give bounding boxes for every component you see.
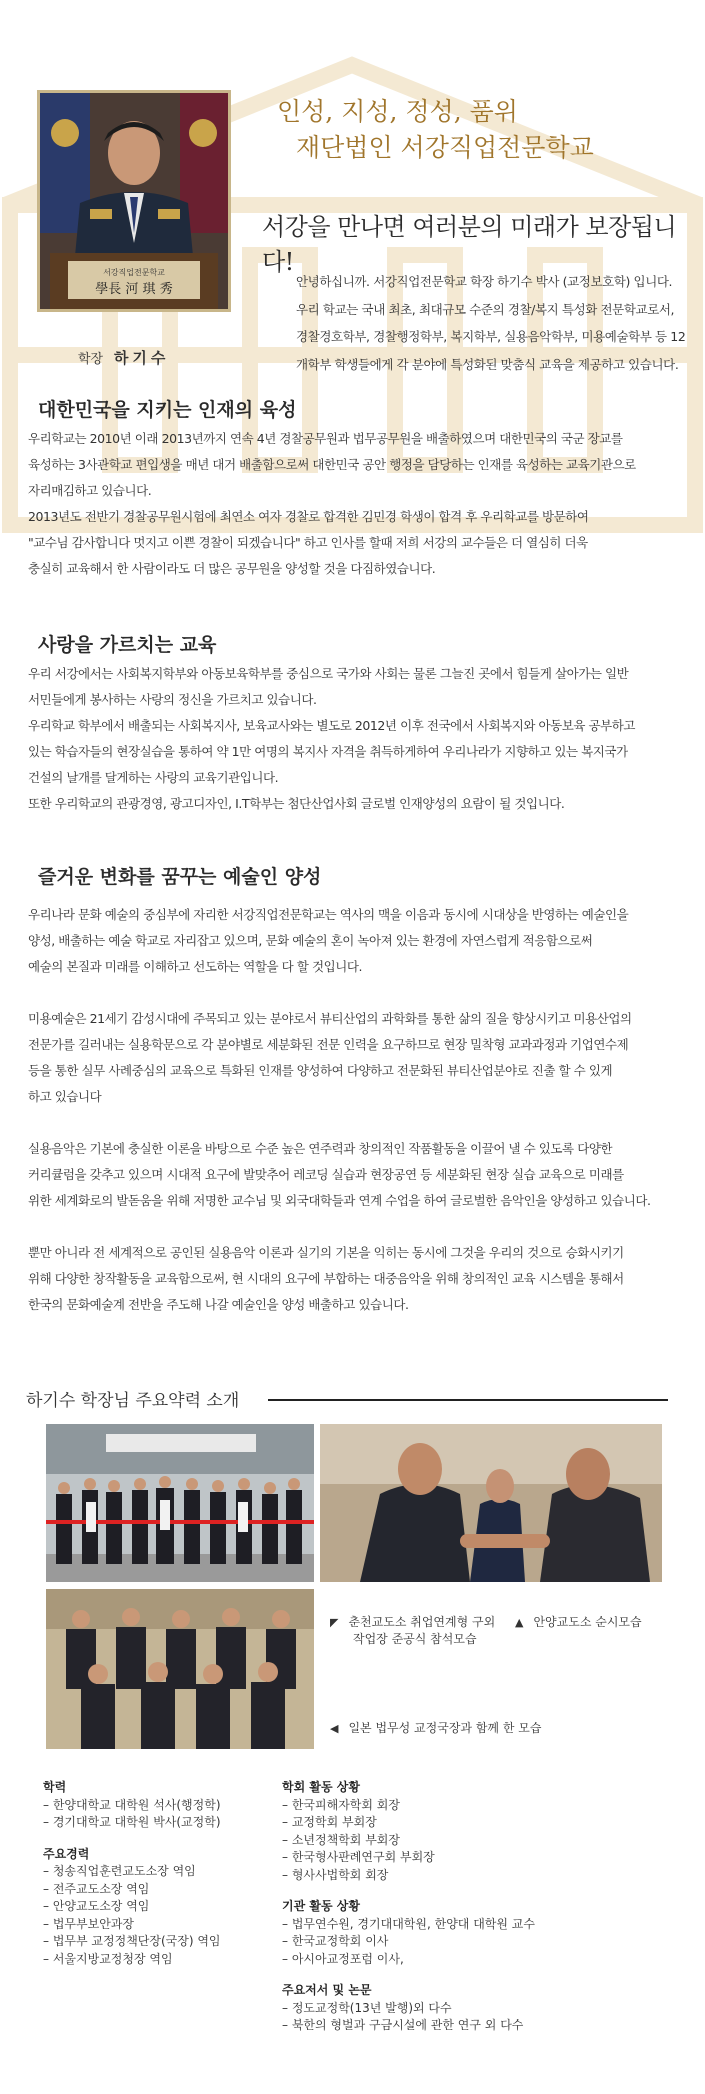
photo-group-japan: [46, 1589, 314, 1749]
caption-photo-3: [330, 1720, 541, 1737]
section-body-arts: [28, 902, 693, 1318]
section-line: 뿐만 아니라 전 세계적으로 공인된 실용음악 이론과 실기의 기본을 익히는 동시에 그것을 우리의 것으로 승화시키기: [28, 1245, 624, 1260]
section-spacer: [28, 1110, 693, 1136]
greeting-line: 우리 학교는 국내 최초, 최대규모 수준의 경찰/복지 특성화 전문학교로서,: [296, 301, 675, 317]
greeting-line: 안녕하십니까. 서강직업전문학교 학장 하기수 박사 (교정보호학) 입니다.: [296, 274, 673, 289]
caption-photo-2: [515, 1614, 642, 1631]
bio-heading: 주요저서 및 논문: [282, 1983, 372, 1997]
section-title-arts: 즐거운 변화를 꿈꾸는 예술인 양성: [38, 866, 322, 888]
headline-school-name: 재단법인 서강직업전문학교: [296, 133, 594, 162]
section-spacer: [28, 1214, 693, 1240]
section-line: 하고 있습니다: [28, 1089, 102, 1104]
section-title-love: 사랑을 가르치는 교육: [38, 634, 217, 656]
bio-item: – 전주교도소장 역임: [43, 1881, 221, 1899]
caption-line: 일본 법무성 교정국장과 함께 한 모습: [348, 1721, 542, 1735]
bio-item: – 한양대학교 대학원 석사(행정학): [43, 1797, 221, 1815]
section-line: 양성, 배출하는 예술 학교로 자리잡고 있으며, 문화 예술의 혼이 녹아져 있는 환경에 자연스럽게 적응함으로써: [28, 933, 593, 948]
nameplate-line1: 서강직업전문학교: [103, 268, 165, 277]
bio-item: – 법무부 교정정책단장(국장) 역임: [43, 1933, 221, 1951]
section-body-love: [28, 661, 693, 817]
section-line: 충실히 교육해서 한 사람이라도 더 많은 공무원을 양성할 것을 다짐하였습니다.: [28, 561, 436, 576]
section-line: 서민들에게 봉사하는 사랑의 정신을 가르치고 있습니다.: [28, 692, 317, 707]
section-line: 우리학교는 2010년 이래 2013년까지 연속 4년 경찰공무원과 법무공무원을 배출하였으며 대한민국의 국군 장교를: [28, 431, 623, 446]
greeting-line: 경찰경호학부, 경찰행정학부, 복지학부, 실용음악학부, 미용예술학부 등 12: [296, 329, 686, 345]
arrow-left-icon: ◀: [330, 1722, 339, 1735]
bio-item: – 청송직업훈련교도소장 역임: [43, 1863, 221, 1881]
section-line: 한국의 문화예술계 전반을 주도해 나갈 예술인을 양성 배출하고 있습니다.: [28, 1297, 409, 1312]
principal-portrait: [37, 90, 231, 312]
greeting-line: 개학부 학생들에게 각 분야에 특성화된 맞춤식 교육을 제공하고 있습니다.: [296, 356, 679, 372]
caption-line: 작업장 준공식 참석모습: [353, 1632, 477, 1646]
section-body-talent: [28, 426, 693, 582]
bio-item: – 안양교도소장 역임: [43, 1898, 221, 1916]
bio-left-column: [43, 1779, 221, 1968]
section-line: 위해 다양한 창작활동을 교육함으로써, 현 시대의 요구에 부합하는 대중음악을 위해 창의적인 교육 시스템을 통해서: [28, 1271, 624, 1286]
section-line: 또한 우리학교의 관광경영, 광고디자인, I.T학부는 첨단산업사회 글로벌 인재양성의 요람이 될 것입니다.: [28, 796, 565, 811]
section-title-talent: 대한민국을 지키는 인재의 육성: [38, 399, 297, 421]
bio-item: – 소년정책학회 부회장: [282, 1832, 535, 1850]
bio-item: – 형사사법학회 회장: [282, 1867, 535, 1885]
section-line: 커리큘럼을 갖추고 있으며 시대적 요구에 발맞추어 레코딩 실습과 현장공연 등 세분화된 현장 실습 교육으로 미래를: [28, 1167, 624, 1182]
bio-heading: 주요경력: [43, 1846, 90, 1861]
section-line: 우리학교 학부에서 배출되는 사회복지사, 보육교사와는 별도로 2012년 이후 전국에서 사회복지와 아동보육 공부하고: [28, 718, 636, 733]
section-spacer: [28, 980, 693, 1006]
bio-heading: 기관 활동 상황: [282, 1899, 360, 1913]
bio-item: – 법무부보안과장: [43, 1916, 221, 1934]
section-line: 자리매김하고 있습니다.: [28, 483, 152, 498]
bio-item: – 교정학회 부회장: [282, 1814, 535, 1832]
section-line: 우리 서강에서는 사회복지학부와 아동보육학부를 중심으로 국가와 사회는 물론 그늘진 곳에서 힘들게 살아가는 일반: [28, 666, 629, 681]
section-line: 미용예술은 21세기 감성시대에 주목되고 있는 분야로서 뷰티산업의 과학화를 통한 삶의 질을 향상시키고 미용산업의: [28, 1011, 632, 1026]
greeting-text: [296, 268, 688, 378]
principal-name: 하기수: [113, 349, 170, 367]
section-line: 우리나라 문화 예술의 중심부에 자리한 서강직업전문학교는 역사의 맥을 이음과 동시에 시대상을 반영하는 예술인을: [28, 907, 629, 922]
bio-item: – 북한의 형벌과 구금시설에 관한 연구 외 다수: [282, 2017, 535, 2035]
bio-item: – 정도교정학(13년 발행)외 다수: [282, 2000, 535, 2018]
photo-handshake: [320, 1424, 662, 1582]
section-line: 육성하는 3사관학교 편입생을 매년 대거 배출함으로써 대한민국 공안 행정을 담당하는 인재를 육성하는 교육기관으로: [28, 457, 636, 472]
bio-item: – 경기대학교 대학원 박사(교정학): [43, 1814, 221, 1832]
bio-heading: 학회 활동 상황: [282, 1780, 360, 1794]
section-line: 건설의 날개를 달게하는 사랑의 교육기관입니다.: [28, 770, 279, 785]
caption-line: 안양교도소 순시모습: [533, 1615, 642, 1629]
principal-caption: [78, 347, 169, 368]
bio-right-column: [282, 1779, 535, 2035]
bio-item: – 아시아교정포럼 이사,: [282, 1951, 535, 1969]
nameplate-line2: 學長 河 琪 秀: [95, 282, 173, 297]
section-line: 등을 통한 실무 사례중심의 교육으로 특화된 인재를 양성하여 다양하고 전문화된 뷰티산업분야로 진출 할 수 있게: [28, 1063, 613, 1078]
caption-photo-1: [330, 1614, 495, 1647]
bio-item: – 법무연수원, 경기대대학원, 한양대 대학원 교수: [282, 1916, 535, 1934]
bio-item: – 한국교정학회 이사: [282, 1933, 535, 1951]
principal-title: 학장: [78, 352, 104, 367]
career-title-rule: [268, 1399, 668, 1401]
tagline: 서강을 만나면 여러분의 미래가 보장됩니다!: [262, 213, 677, 276]
section-line: 전문가를 길러내는 실용학문으로 각 분야별로 세분화된 전문 인력을 요구하므로 현장 밀착형 교과과정과 기업연수제: [28, 1037, 629, 1052]
section-line: 위한 세계화로의 발돋움을 위해 저명한 교수님 및 외국대학들과 연계 수업을 하여 글로벌한 음악인을 양성하고 있습니다.: [28, 1193, 651, 1208]
headline-values: 인성, 지성, 정성, 품위: [277, 97, 518, 126]
section-line: 2013년도 전반기 경찰공무원시험에 최연소 여자 경찰로 합격한 김민경 학생이 합격 후 우리학교를 방문하여: [28, 509, 589, 524]
section-line: "교수님 감사합니다 멋지고 이쁜 경찰이 되겠습니다" 하고 인사를 할때 저희 서강의 교수들은 더 열심히 더욱: [28, 535, 588, 550]
photo-ribbon-ceremony: [46, 1424, 314, 1582]
arrow-up-left-icon: ◤: [330, 1616, 339, 1629]
bio-heading: 학력: [43, 1780, 67, 1794]
section-line: 있는 학습자들의 현장실습을 통하여 약 1만 여명의 복지사 자격을 취득하게하여 우리나라가 지향하고 있는 복지국가: [28, 744, 628, 759]
bio-item: – 서울지방교정청장 역임: [43, 1951, 221, 1969]
arrow-up-icon: ▲: [515, 1616, 524, 1629]
section-line: 예술의 본질과 미래를 이해하고 선도하는 역할을 다 할 것입니다.: [28, 959, 362, 974]
caption-line: 춘천교도소 취업연계형 구외: [348, 1615, 496, 1629]
career-title: 하기수 학장님 주요약력 소개: [26, 1391, 240, 1411]
bio-item: – 한국형사판례연구회 부회장: [282, 1849, 535, 1867]
section-line: 실용음악은 기본에 충실한 이론을 바탕으로 수준 높은 연주력과 창의적인 작품활동을 이끌어 낼 수 있도록 다양한: [28, 1141, 613, 1156]
bio-item: – 한국피해자학회 회장: [282, 1797, 535, 1815]
